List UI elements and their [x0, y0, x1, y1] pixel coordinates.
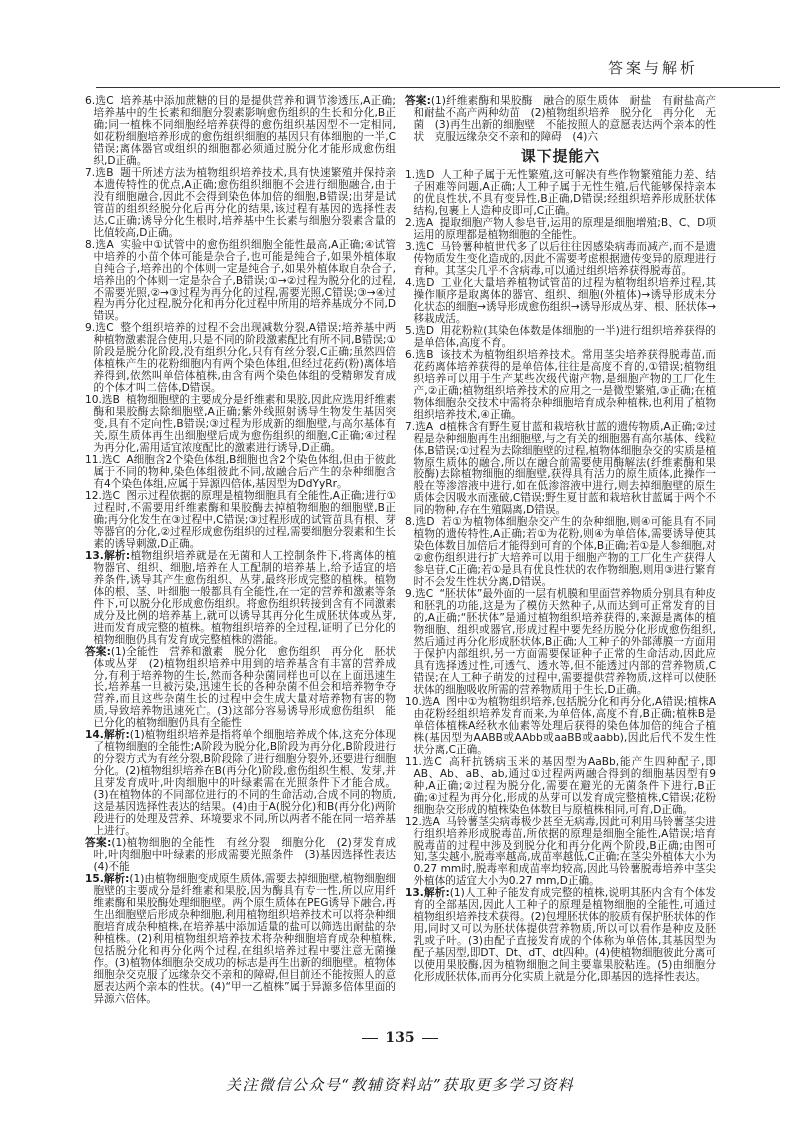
answer-explanation-item: [405, 888, 716, 984]
item-label: 6.选C: [85, 95, 114, 107]
page-number-dash-left: [362, 1038, 378, 1039]
footer-promo-text: 关注微信公众号“教辅资料站”获取更多学习资料: [225, 1076, 575, 1094]
answer-explanation-item: [85, 96, 396, 168]
section-heading: 课下提能六: [520, 148, 601, 166]
item-text: 植物细胞壁的主要成分是纤维素和果胶,因此应选用纤维素酶和果胶酶去除细胞壁,A正确;紫外线照射诱导生物发生基因突变,具有不定向性,B错误;③过程为形成新的细胞壁,与高尔基体有关,原生质体再生出细胞壁后成为愈伤组织的细胞,C正确;④过程为再分化,需用适宜浓度配比的激素进行诱导,D正确。: [93, 394, 396, 455]
left-text-column: [85, 95, 407, 1030]
item-text: 高秆抗锈病玉米的基因型为AaBb,能产生四种配子,即AB、Ab、aB、ab,通过①过程两两融合得到的细胞基因型有9种,A正确;②过程为脱分化,需要在避光的无菌条件下进行,B正确;④过程为再分化,形成的丛芽可以发育成完整植株,C错误;花粉细胞杂交形成的植株染色体数目与原植株相同,可育,D正确。: [413, 755, 716, 816]
item-text: 题干所述方法为植物组织培养技术,具有快速繁殖并保持亲本遗传特性的优点,A正确;愈伤组织细胞不会进行细胞融合,由于没有细胞融合,因此不会得到染色体加倍的细胞,B错误;出芽是试管苗的组织经脱分化后再分化的结果,该过程有基因的选择性表达,C正确;诱导分化生根时,培养基中生长素与细胞分裂素含量的比值较高,D正确。: [93, 166, 396, 239]
answer-explanation-item: [85, 551, 396, 647]
item-text: (1)人工种子能发育成完整的植株,说明其胚内含有个体发育的全部基因,因此人工种子的原理是植物细胞的全能性,可通过植物组织培养技术获得。(2)包埋胚状体的胶质有保护胚状体的作用,同时又可以为胚状体提供营养物质,所以可以看作是种皮及胚乳或子叶。(3)由配子直接发育成的个体称为单倍体,其基因型为配子基因型,即DT、Dt、dT、dt四种。(4)使植物细胞彼此分离可以使用果胶酶,因为植物细胞之间主要靠果胶粘连。(5)由细胞分化形成胚状体,而再分化实质上就是分化,即基因的选择性表达。: [413, 887, 716, 984]
item-label: 4.选D: [405, 276, 435, 289]
running-header-title: 答案与解析: [608, 59, 699, 77]
item-text: A细胞含2个染色体组,B细胞也含2个染色体组,但由于彼此属于不同的物种,染色体组彼此不同,故融合后产生的杂种细胞含有4个染色体组,应属于异源四倍体,基因型为DdYyRr。: [93, 454, 396, 490]
answer-explanation-item: [85, 395, 396, 455]
item-text: 工业化大量培养植物试管苗的过程为植物组织培养过程,其操作顺序是取离体的器官、组织、细胞(外植体)→诱导形成未分化状态的细胞→诱导形成愈伤组织→诱导形成丛芽、根、胚状体→移栽成活。: [413, 276, 716, 325]
item-text: 植物组织培养就是在无菌和人工控制条件下,将离体的植物器官、组织、细胞,培养在人工配制的培养基上,给予适宜的培养条件,诱导其产生愈伤组织、丛芽,最终形成完整的植株。植物体的根、茎、叶细胞一般都具有全能性,在一定的营养和激素等条件下,可以脱分化形成愈伤组织。将愈伤组织转接到含有不同激素成分及比例的培养基上,就可以诱导其再分化生成胚状体或丛芽,进而发育成完整的植株。植物组织培养的全过程,证明了已分化的植物细胞仍具有发育成完整植株的潜能。: [93, 549, 396, 646]
answer-explanation-item: [85, 837, 407, 874]
item-label: 答案:: [85, 645, 111, 658]
item-text: (1)植物组织培养是指将单个细胞培养成个体,这充分体现了植物细胞的全能性;A阶段为脱分化,B阶段为再分化,B阶段进行的分裂方式为有丝分裂,B阶段除了进行细胞分裂外,还要进行细胞分化。(2)植物组织培养在B(再分化)阶段,愈伤组织生根、发芽,并且芽发育成叶,叶肉细胞中的叶绿素需在光照条件下才能合成。(3)在植物体的不同部位进行的不同的生命活动,合成不同的物质,这是基因选择性表达的结果。(4)由于A(脱分化)和B(再分化)两阶段进行的处理及营养、环境要求不同,所以两者不能在同一培养基上进行。: [93, 729, 396, 838]
answer-explanation-item: [405, 757, 716, 817]
item-label: 3.选C: [405, 241, 434, 254]
answer-explanation-item: [405, 170, 716, 218]
item-text: 实验中①试管中的愈伤组织细胞全能性最高,A正确;④试管中培养的小苗个体可能是杂合子,也可能是纯合子,如果外植体取自纯合子,培养出的个体则一定是纯合子,如果外植体取自杂合子,培养出的个体则一定是杂合子,B错误;①→②过程为脱分化的过程,不需要光照,②→③过程为再分化的过程,需要光照,C错误;③→④过程为再分化过程,脱分化和再分化过程中所用的培养基成分不同,D错误。: [93, 238, 396, 323]
item-label: 8.选D: [405, 516, 435, 529]
right-text-column: [405, 96, 716, 1030]
item-label: 11.选C: [405, 755, 442, 768]
item-label: 8.选A: [85, 238, 114, 251]
answer-explanation-item: [405, 517, 716, 589]
answer-explanation-item: [85, 874, 396, 1006]
item-text: 提取细胞产物人参皂苷,运用的原理是细胞增殖;B、C、D项运用的原理都是植物细胞的全能性。: [413, 217, 717, 242]
item-text: “胚状体”最外面的一层有机膜和里面营养物质分别具有种皮和胚乳的功能,这是为了模仿天然种子,从而达到可正常发育的目的,A正确;“胚状体”是通过植物组织培养获得的,来源是离体的植物细胞、组织或器官,形成过程中要先经历脱分化形成愈伤组织,然后通过再分化形成胚状体,B正确;人工种子的外部薄膜一方面用于保护内部组织,另一方面需要保证种子正常的生命活动,因此应具有选择透过性,可透气、透水等,但不能透过内部的营养物质,C错误;在人工种子萌发的过程中,需要提供营养物质,这样可以使胚状体的细胞吸收所需的营养物质用于生长,D正确。: [413, 588, 716, 696]
item-label: 5.选D: [405, 324, 435, 337]
item-text: 用花粉粒(其染色体数是体细胞的一半)进行组织培养获得的是单倍体,高度不育。: [413, 324, 717, 349]
item-text: 该技术为植物组织培养技术。常用茎尖培养获得脱毒苗,而花药离体培养获得的是单倍体,往往是高度不育的,①错误;植物组织培养可以用于生产某些次级代谢产物,是细胞产物的工厂化生产,②正确;植物组织培养技术的应用之一是微型繁殖,③正确;在植物体细胞杂交技术中需将杂种细胞培育成杂种植株,也利用了植物组织培养技术,④正确。: [413, 348, 716, 421]
item-label: 9.选C: [405, 588, 434, 601]
item-text: 若①为植物体细胞杂交产生的杂种细胞,则④可能具有不同植物的遗传特性,A正确;若①为花粉,则④为单倍体,需要诱导使其染色体数目加倍后才能得到可育的个体,B正确;若①是人参细胞,对②愈伤组织进行扩大培养可以用于细胞产物的工厂化生产获得人参皂苷,C正确;若①是具有优良性状的农作物细胞,则用③进行繁育时不会发生性状分离,D错误。: [413, 516, 716, 589]
item-label: 答案:: [405, 95, 431, 107]
header-rule: [96, 87, 780, 88]
answer-explanation-item: [85, 168, 396, 240]
item-text: 马铃薯茎尖病毒极少甚至无病毒,因此可利用马铃薯茎尖进行组织培养形成脱毒苗,所依据的原理是细胞全能性,A错误;培育脱毒苗的过程中涉及到脱分化和再分化两个阶段,B正确;由图可知,茎尖越小,脱毒率越高,成苗率越低,C正确;在茎尖外植体大小为0.27 mm时,脱毒率和成苗率均较高,因此马铃薯脱毒培养中茎尖外植体的适宜大小为0.27 mm,D正确。: [413, 815, 716, 888]
item-text: (1)植物细胞的全能性 有丝分裂 细胞分化 (2)芽发育成叶,叶肉细胞中叶绿素的形成需要光照条件 (3)基因选择性表达 (4)不能: [93, 837, 407, 873]
item-text: 培养基中添加蔗糖的目的是提供营养和调节渗透压,A正确;培养基中的生长素和细胞分裂素影响愈伤组织的生长和分化,B正确;同一植株不同细胞经培养获得的愈伤组织基因型不一定相同,如花粉细胞培养形成的愈伤组织细胞的基因只有体细胞的一半,C错误;离体器官或组织的细胞都必须通过脱分化才能形成愈伤组织,D正确。: [93, 95, 396, 167]
item-text: 整个组织培养的过程不会出现减数分裂,A错误;培养基中两种植物激素混合使用,只是不同的阶段激素配比有所不同,B错误;①阶段是脱分化阶段,没有组织分化,只有有丝分裂,C正确;虽然四倍体植株产生的花粉细胞内有两个染色体组,但经过花药(粉)离体培养得到,依然叫单倍体植株,由含有两个染色体组的受精卵发育成的个体才叫二倍体,D错误。: [93, 322, 396, 395]
answer-explanation-item: [85, 730, 396, 838]
answer-explanation-item: [405, 422, 716, 518]
item-label: 10.选B: [85, 394, 120, 407]
item-text: 人工种子属于无性繁殖,这可解决有些作物繁殖能力差、结子困难等问题,A正确;人工种子属于无性生殖,后代能够保持亲本的优良性状,不具有变异性,B正确,D错误;经组织培养形成胚状体结构,包裹上人造种皮即可,C正确。: [413, 169, 716, 218]
answer-explanation-item: [85, 645, 407, 731]
answer-explanation-item: [405, 218, 716, 242]
answer-explanation-item: [405, 326, 716, 350]
answer-explanation-item: [405, 350, 716, 422]
item-label: 11.选C: [85, 454, 120, 467]
item-text: 马铃薯种植世代多了以后往往因感染病毒而减产,而不是遗传物质发生变化造成的,因此不需要考虑根据遗传变异的原理进行育种。其茎尖几乎不含病毒,可以通过组织培养获得脱毒苗。: [413, 241, 716, 278]
item-label: 7.选B: [85, 166, 114, 179]
answer-explanation-item: [405, 242, 716, 278]
page-number: [330, 1030, 470, 1046]
answer-explanation-item: [405, 697, 716, 757]
answer-explanation-item: [85, 455, 396, 491]
answer-explanation-item: [405, 817, 716, 889]
item-label: 2.选A: [405, 217, 434, 230]
page-number-dash-right: [422, 1038, 438, 1039]
item-label: 13.解析:: [405, 887, 450, 900]
page-number-value: 135: [385, 1030, 415, 1046]
item-label: 14.解析:: [85, 729, 130, 742]
item-label: 9.选C: [85, 322, 114, 335]
item-label: 7.选A: [405, 420, 434, 433]
item-label: 12.选A: [405, 815, 440, 828]
item-label: 15.解析:: [85, 872, 130, 885]
item-label: 6.选B: [405, 348, 434, 361]
answer-explanation-item: [405, 278, 716, 326]
item-label: 10.选A: [405, 695, 440, 708]
answer-explanation-item: [405, 589, 716, 697]
item-text: (1)全能性 营养和激素 脱分化 愈伤组织 再分化 胚状体或丛芽 (2)植物组织培养中用到的培养基含有丰富的营养成分,有利于培养物的生长,然而各种杂菌同样也可以在上面迅速生长,培养基一旦被污染,迅速生长的各种杂菌不但会和培养物争夺营养,而且这些杂菌生长的过程中会生成大量对培养物有害的物质,导致培养物迅速死亡。(3)这部分容易诱导形成愈伤组织 能 已分化的植物细胞仍具有全能性: [93, 645, 407, 730]
answer-explanation-item: [85, 240, 396, 324]
item-text: d植株含有野生夏甘蓝和栽培秋甘蓝的遗传物质,A正确;②过程是杂种细胞再生出细胞壁,与之有关的细胞器有高尔基体、线粒体,B错误;①过程为去除细胞壁的过程,植物体细胞杂交的实质是植物原生质体的融合,所以在融合前需要使用酶解法(纤维素酶和果胶酶)去除植物细胞的细胞壁,获得具有活力的原生质体,此操作一般在等渗溶液中进行,如在低渗溶液中进行,则去掉细胞壁的原生质体会因吸水而涨破,C错误;野生夏甘蓝和栽培秋甘蓝属于两个不同的物种,存在生殖隔离,D错误。: [413, 420, 716, 517]
answer-explanation-item: [85, 491, 396, 551]
item-text: 图示过程依据的原理是植物细胞具有全能性,A正确;进行①过程时,不需要用纤维素酶和果胶酶去掉植物细胞的细胞壁,B正确;再分化发生在③过程中,C错误;③过程形成的试管苗具有根、芽等器官的分化,②过程形成愈伤组织的过程,需要细胞分裂素和生长素的诱导刺激,D正确。: [93, 489, 396, 550]
item-text: (1)由植物细胞变成原生质体,需要去掉细胞壁,植物细胞细胞壁的主要成分是纤维素和果胶,因为酶具有专一性,所以应用纤维素酶和果胶酶处理细胞壁。两个原生质体在PEG诱导下融合,再生出细胞壁后形成杂种细胞,利用植物组织培养技术可以将杂种细胞培育成杂种植株,在培养基中添加适量的盐可以筛选出耐盐的杂种植株。(2)利用植物组织培养技术将杂种细胞培育成杂种植株,包括脱分化和再分化两个过程,在组织培养过程中要注意无菌操作。(3)植物体细胞杂交成功的标志是再生出新的细胞壁。植物体细胞杂交克服了远缘杂交不亲和的障碍,但目前还不能按照人的意愿表达两个亲本的性状。(4)“甲一乙植株”属于异源多倍体里面的异源六倍体。: [93, 872, 396, 1005]
item-label: 12.选C: [85, 489, 121, 502]
answer-explanation-item: [85, 323, 396, 395]
answer-explanation-item: [405, 96, 716, 144]
item-text: 图中①为植物组织培养,包括脱分化和再分化,A错误;植株A由花粉经组织培养发育而来,为单倍体,高度不育,B正确;植株B是单倍体植株A经秋水仙素等处理后获得的染色体加倍的纯合子植株(基因型为AABB或AAbb或aaBB或aabb),因此后代不发生性状分离,C正确。: [413, 695, 716, 756]
item-label: 1.选D: [405, 169, 435, 182]
item-text: (1)纤维素酶和果胶酶 融合的原生质体 耐盐 有耐盐高产和耐盐不高产两种幼苗 (2)植物组织培养 脱分化 再分化 无菌 (3)再生出新的细胞壁 不能按照人的意愿表达两个亲本的性状 克服远缘杂交不亲和的障碍 (4)六: [413, 95, 716, 143]
item-label: 答案:: [85, 837, 112, 850]
item-label: 13.解析:: [85, 549, 131, 562]
